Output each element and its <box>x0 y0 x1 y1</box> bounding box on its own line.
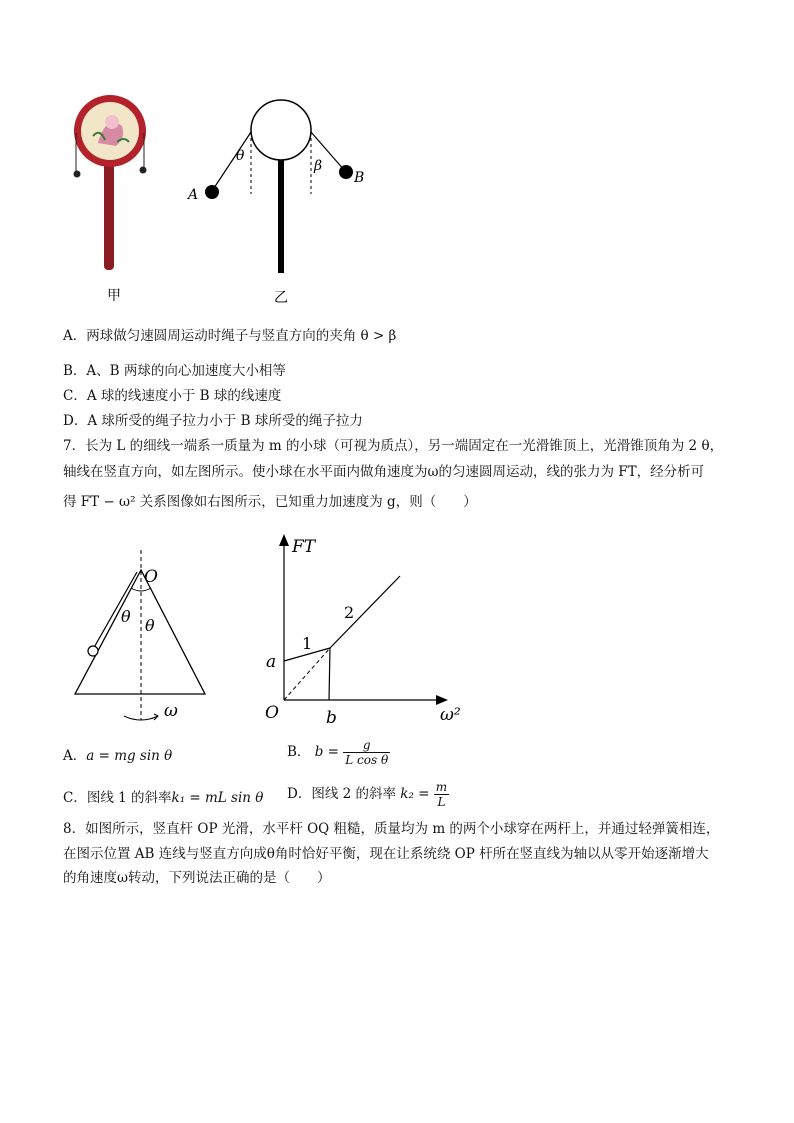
cone-diagram <box>75 550 205 720</box>
q6-option-c: C．A 球的线速度小于 B 球的线速度 <box>63 388 282 404</box>
label-jia: 甲 <box>107 288 121 304</box>
ft-omega-graph <box>279 534 448 705</box>
q8-stem-line2: 在图示位置 AB 连线与竖直方向成θ角时恰好平衡，现在让系统绕 OP 杆所在竖直线为轴以从零开始逐渐增大 <box>63 846 709 862</box>
rattle-drum-schematic <box>205 100 353 273</box>
label-graph-ft: FT <box>292 537 316 557</box>
label-yi: 乙 <box>274 290 288 306</box>
q8-stem-line1: 8．如图所示，竖直杆 OP 光滑，水平杆 OQ 粗糙，质量均为 m 的两个小球穿在两杆上，并通过轻弹簧相连， <box>63 821 720 837</box>
q7-stem-line3: 得 FT − ω² 关系图像如右图所示，已知重力加速度为 g，则（ ） <box>63 494 477 510</box>
q7-option-d: D．图线 2 的斜率 k₂ = $\frac{m}{L}$ <box>287 780 448 809</box>
label-graph-line1: 1 <box>302 634 313 653</box>
label-angle-beta: β <box>314 158 323 174</box>
label-ball-b: B <box>354 170 365 186</box>
label-angle-theta: θ <box>236 148 245 164</box>
q7-option-a: A．a = mg sin θ <box>63 748 173 764</box>
fraction-b: $\frac{g}{\text{L cos θ}}$ <box>345 738 389 767</box>
q7-options-row1 <box>63 738 763 774</box>
q6-option-b: B．A、B 两球的向心加速度大小相等 <box>63 363 286 379</box>
q7-stem-line1: 7．长为 L 的细线一端系一质量为 m 的小球（可视为质点），另一端固定在一光滑锥顶上，光滑锥顶角为 2 θ， <box>63 438 724 454</box>
label-graph-omega-squared: ω² <box>440 705 461 725</box>
label-cone-theta-right: θ <box>145 616 155 635</box>
q6-option-d: D．A 球所受的绳子拉力小于 B 球所受的绳子拉力 <box>63 413 363 429</box>
q8-stem-line3: 的角速度ω转动，下列说法正确的是（ ） <box>63 870 331 886</box>
label-graph-a: a <box>266 652 277 672</box>
figure-q7 <box>60 530 480 730</box>
fraction-d: $\frac{m}{L}$ <box>435 780 448 809</box>
q7-option-b: B． b = $\frac{g}{\text{L cos θ}}$ <box>287 738 389 767</box>
q7-option-c: C．图线 1 的斜率k₁ = mL sin θ <box>63 790 264 806</box>
label-cone-theta-left: θ <box>121 607 131 626</box>
label-graph-line2: 2 <box>344 603 355 622</box>
label-graph-origin: O <box>265 703 279 723</box>
label-cone-o: O <box>144 567 158 587</box>
label-ball-a: A <box>188 187 199 203</box>
q6-option-a: A．两球做匀速圆周运动时绳子与竖直方向的夹角 θ > β <box>63 328 397 344</box>
label-cone-omega: ω <box>164 701 178 721</box>
q7-stem-line2: 轴线在竖直方向，如左图所示。使小球在水平面内做角速度为ω的匀速圆周运动，线的张力为 FT，经分析可 <box>63 464 705 480</box>
figure-rattle-drum <box>60 88 400 308</box>
q7-options-row2 <box>63 780 763 816</box>
label-graph-b: b <box>326 708 337 728</box>
rattle-drum-photo <box>74 95 147 270</box>
